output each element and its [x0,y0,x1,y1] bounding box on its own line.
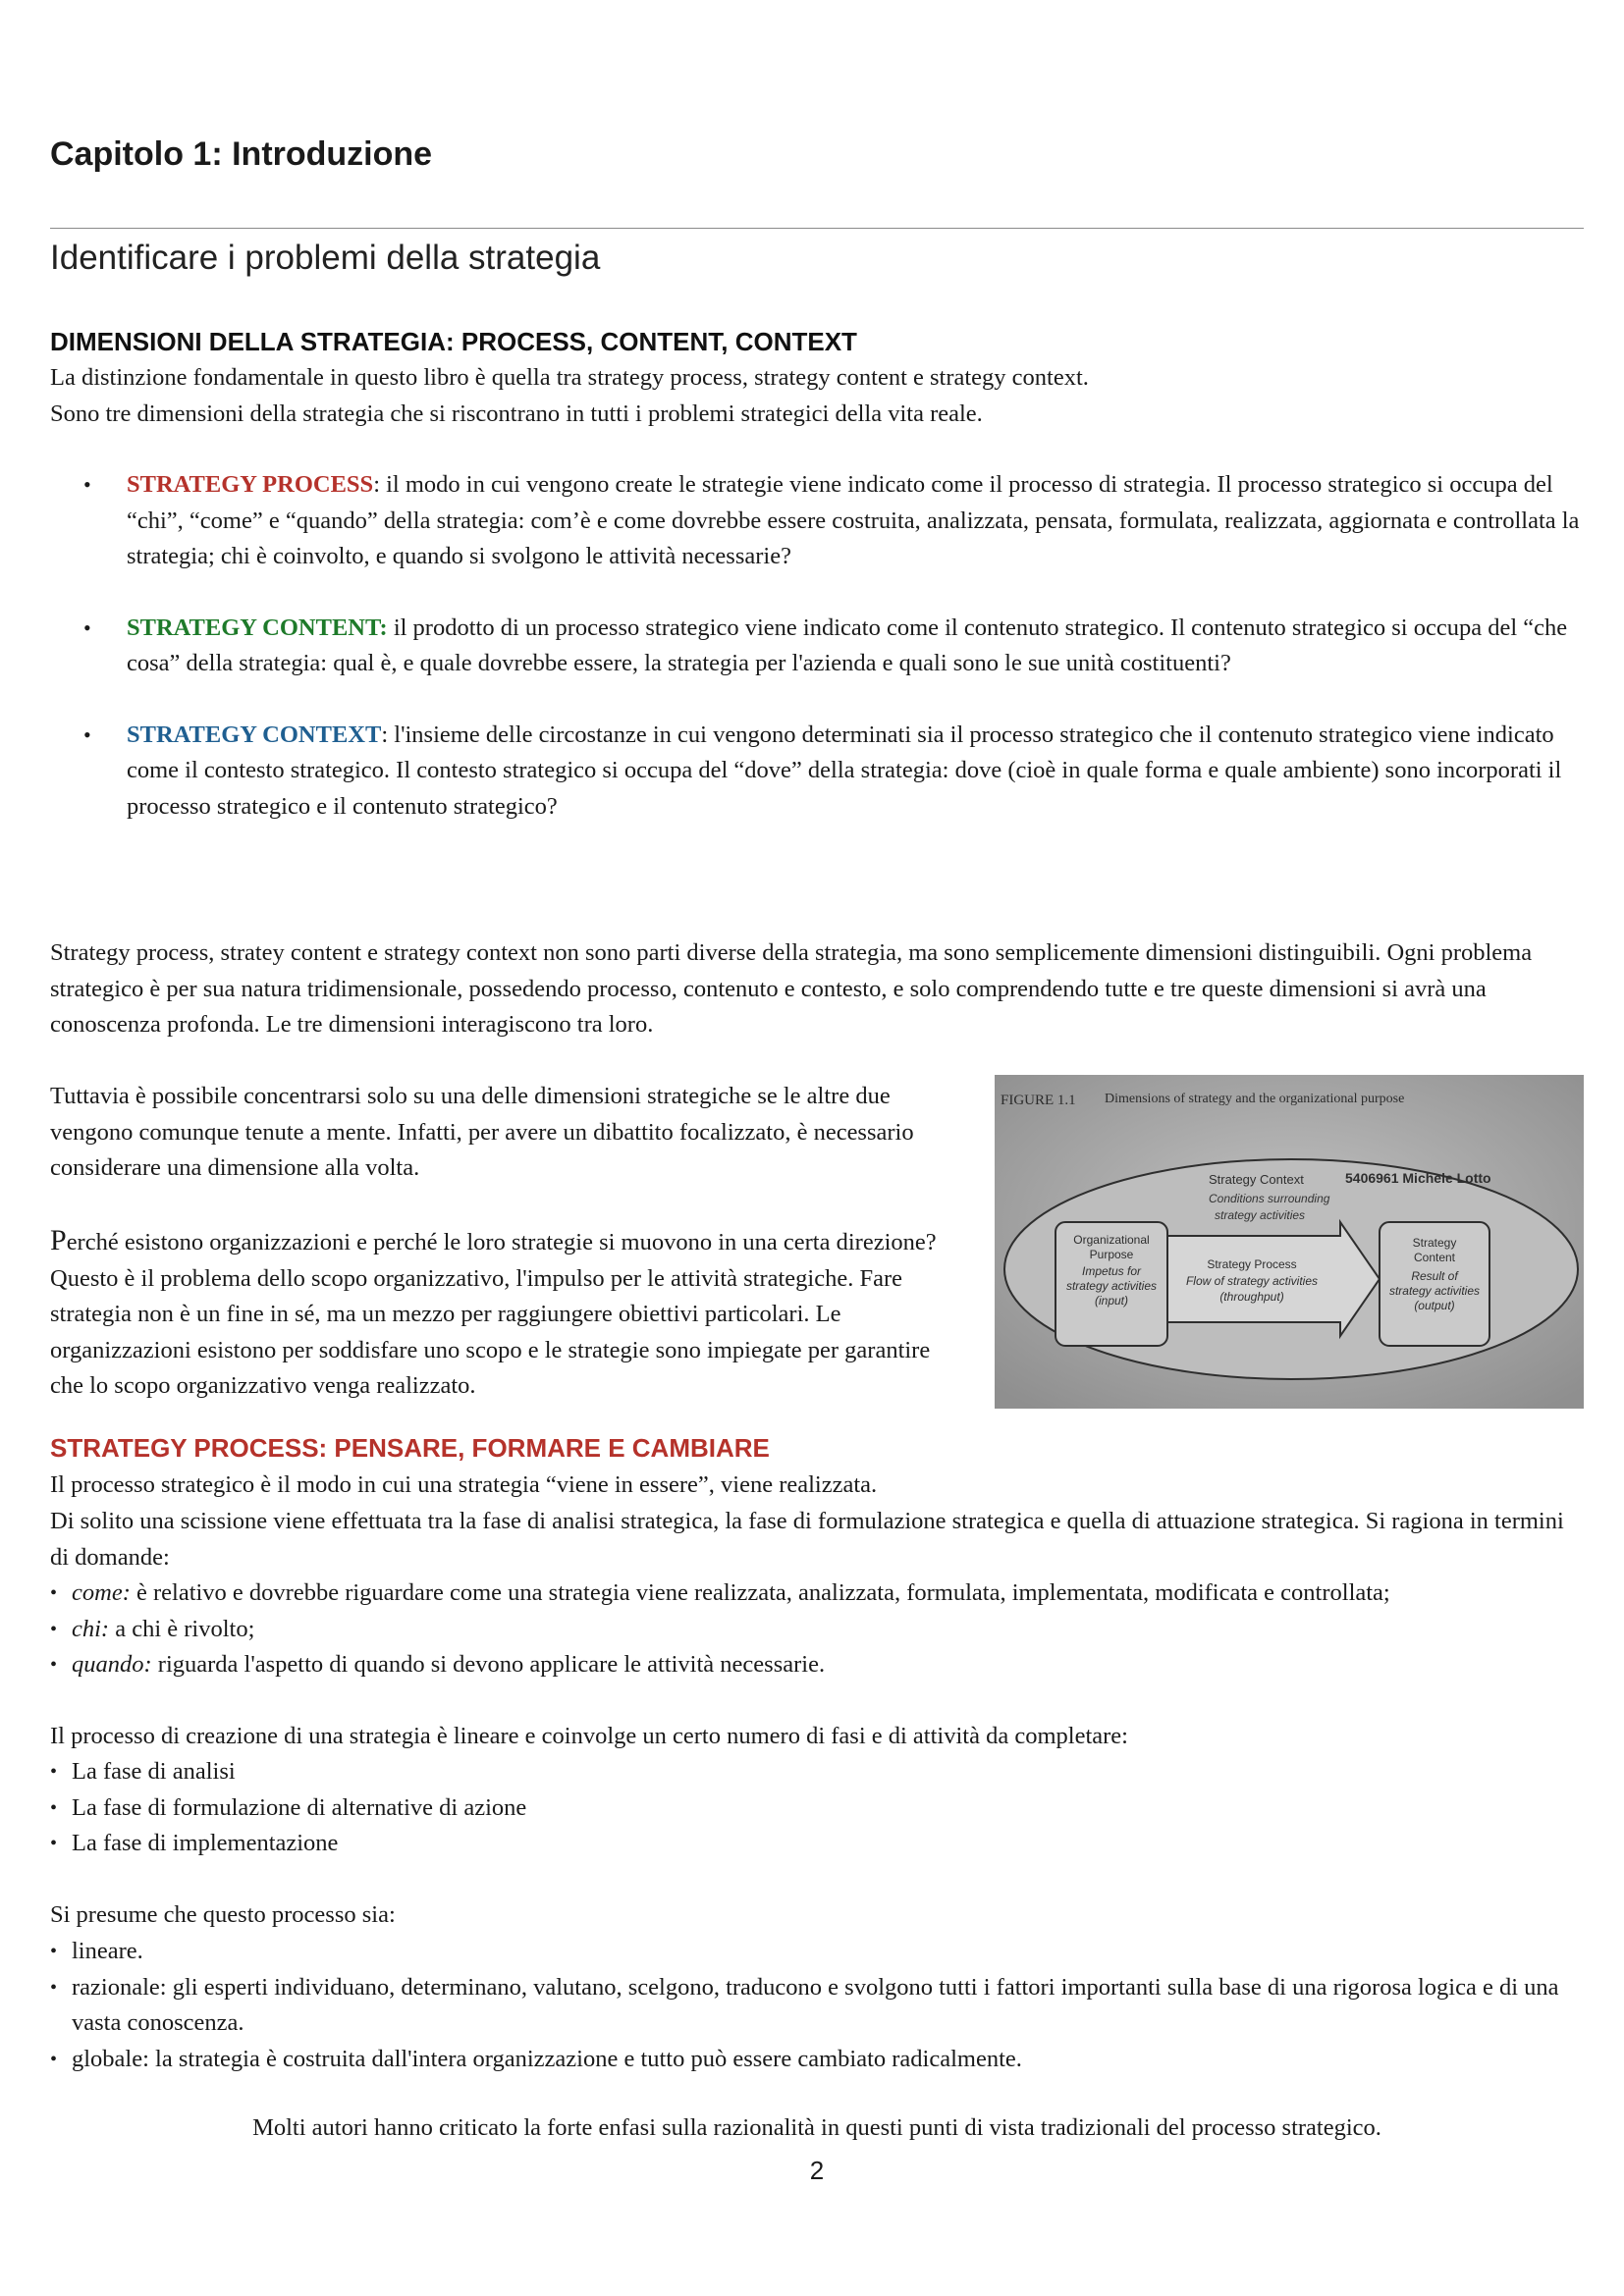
process-p2: Di solito una scissione viene effettuata tra la fase di analisi strategica, la fase di formulazione strategica e quella di attuazione strategica. Si ragiona in termini di domande: [50,1508,1564,1571]
list-item-process [50,467,1584,575]
watermark-code: 5406961 Michele Lotto [1345,1170,1491,1186]
purpose-line: Purpose [1089,1248,1134,1261]
list-item [50,1970,1584,2042]
bullet-icon: • [50,1618,58,1640]
process-p4: Si presume che questo processo sia: [50,1901,396,1928]
list-item [50,1934,1584,1970]
figure-photo [995,1075,1584,1409]
content-line: Strategy [1412,1236,1457,1250]
process-line: Strategy Process [1207,1257,1297,1271]
content-line: strategy activities [1388,1284,1481,1298]
bullet-icon: • [83,721,91,747]
list-item-text: il prodotto di un processo strategico viene indicato come il contenuto strategico. Il contenuto strategico si occupa del “che cosa” della strategia: qual è, e quale dovrebbe essere, la strategia per l'azienda e quali sono le sue unità costituenti? [127,614,1568,676]
question-text: a chi è rivolto; [109,1615,255,1642]
bullet-icon: • [50,1796,58,1819]
page-number: 2 [809,2156,825,2185]
dimensions-list [50,467,1584,825]
content-line: (output) [1414,1299,1455,1312]
list-item [50,1754,1584,1790]
list-item-content [50,611,1584,682]
bullet-icon: • [50,1941,58,1962]
phase-text: La fase di implementazione [72,1830,339,1856]
drop-cap: P [50,1224,67,1256]
question-text: riguarda l'aspetto di quando si devono applicare le attività necessarie. [151,1651,826,1678]
divider-line [50,228,1584,229]
list-item [50,1575,1584,1612]
bullet-icon: • [50,1976,58,1999]
process-p1: Il processo strategico è il modo in cui una strategia “viene in essere”, viene realizzata. [50,1471,878,1498]
context-sub-1: Conditions surrounding [1209,1192,1330,1205]
phase-text: La fase di formulazione di alternative di azione [72,1793,527,1821]
bullet-icon: • [50,2048,58,2070]
purpose-line: strategy activities [1065,1279,1158,1293]
process-line: (throughput) [1219,1290,1284,1304]
bullet-icon: • [83,614,91,640]
bullet-icon: • [50,1833,58,1854]
question-term: chi: [72,1615,110,1642]
bullet-icon: • [50,1761,58,1783]
bullet-icon: • [83,472,91,497]
closing-remark: Molti autori hanno criticato la forte enfasi sulla razionalità in questi punti di vista tradizionali del processo strategico. [252,2114,1381,2141]
purpose-line: Impetus for [1081,1264,1142,1278]
purpose-line: (input) [1094,1294,1129,1308]
chapter-title: Capitolo 1: Introduzione [50,135,433,173]
questions-list [50,1575,1584,1683]
dimensions-heading: DIMENSIONI DELLA STRATEGIA: PROCESS, CONTENT, CONTEXT [50,327,857,356]
phase-text: La fase di analisi [72,1758,236,1785]
purpose-line: Organizational [1073,1233,1150,1247]
keyword-strategy-process: STRATEGY PROCESS [127,471,374,498]
list-item [50,2042,1584,2078]
intro-line-1: La distinzione fondamentale in questo libro è quella tra strategy process, strategy content e strategy context. [50,364,1089,391]
question-term: quando: [72,1651,152,1678]
content-line: Content [1413,1251,1456,1264]
list-item-text: : l'insieme delle circostanze in cui vengono determinati sia il processo strategico che il contenuto strategico viene indicato come il contesto strategico. Il contesto strategico si occupa del “dove” della strategia: dove (cioè in quale forma e quale ambiente) sono incorporati il processo strategico e il contenuto strategico? [127,721,1562,820]
list-item [50,1612,1584,1648]
focus-paragraph: Tuttavia è possibile concentrarsi solo su una delle dimensioni strategiche se le altre due vengono comunque tenute a mente. Infatti, per avere un dibattito focalizzato, è necessario considerare una dimensione alla volta. [50,1083,914,1181]
list-item [50,1647,1584,1683]
assumption-text: globale: la strategia è costruita dall'intera organizzazione e tutto può essere cambiato radicalmente. [72,2045,1022,2072]
content-line: Result of [1411,1269,1458,1283]
list-item [50,1826,1584,1862]
dimensions-summary: Strategy process, stratey content e strategy context non sono parti diverse della strategia, ma sono semplicemente dimensioni distinguibili. Ogni problema strategico è per sua natura tridimensionale, possedendo processo, contenuto e contesto, e solo comprendendo tutte e tre queste dimensioni si avrà una conoscenza profonda. Le tre dimensioni interagiscono tra loro. [50,939,1533,1038]
assumption-text: razionale: gli esperti individuano, determinano, valutano, scelgono, traducono e svolgono tutti i fattori importanti sulla base di una rigorosa logica e di una vasta conoscenza. [72,1973,1559,2036]
process-line: Flow of strategy activities [1185,1274,1319,1288]
assumptions-list [50,1934,1584,2077]
bullet-icon: • [50,1582,58,1604]
keyword-strategy-context: STRATEGY CONTEXT [127,721,382,748]
list-item-text: : il modo in cui vengono create le strategie viene indicato come il processo di strategia. Il processo strategico si occupa del “chi”, “come” e “quando” della strategia: com’è e come dovrebbe essere costruita, analizzata, pensata, formulata, realizzata, aggiornata e controllata la strategia; chi è coinvolto, e quando si svolgono le attività necessarie? [127,471,1580,569]
purpose-text: erché esistono organizzazioni e perché le loro strategie si muovono in una certa direzione? Questo è il problema dello scopo organizzativo, l'impulso per le attività strategiche. Fare strategia non è un fine in sé, ma un mezzo per raggiungere obiettivi particolari. Le organizzazioni esistono per soddisfare uno scopo e le strategie sono impiegate per garantire che lo scopo organizzativo venga realizzato. [50,1229,937,1399]
section-title: Identificare i problemi della strategia [50,239,601,277]
question-term: come: [72,1579,131,1606]
keyword-strategy-content: STRATEGY CONTENT: [127,614,388,641]
figure-caption: Dimensions of strategy and the organizational purpose [1105,1092,1405,1106]
intro-line-2: Sono tre dimensioni della strategia che si riscontrano in tutti i problemi strategici della vita reale. [50,400,983,427]
context-title: Strategy Context [1209,1172,1304,1187]
figure-label: FIGURE 1.1 [1001,1093,1076,1108]
figure-diagram [995,1075,1584,1409]
purpose-paragraph [50,1223,963,1405]
phases-list [50,1754,1584,1862]
list-item-context [50,718,1584,826]
question-text: è relativo e dovrebbe riguardare come una strategia viene realizzata, analizzata, formulata, implementata, modificata e controllata; [130,1579,1390,1606]
bullet-icon: • [50,1654,58,1676]
process-p3: Il processo di creazione di una strategia è lineare e coinvolge un certo numero di fasi e di attività da completare: [50,1723,1128,1749]
list-item [50,1790,1584,1827]
assumption-text: lineare. [72,1938,143,1964]
process-heading: STRATEGY PROCESS: PENSARE, FORMARE E CAMBIARE [50,1433,770,1463]
context-sub-2: strategy activities [1215,1208,1306,1222]
dimensions-intro [50,360,1584,432]
